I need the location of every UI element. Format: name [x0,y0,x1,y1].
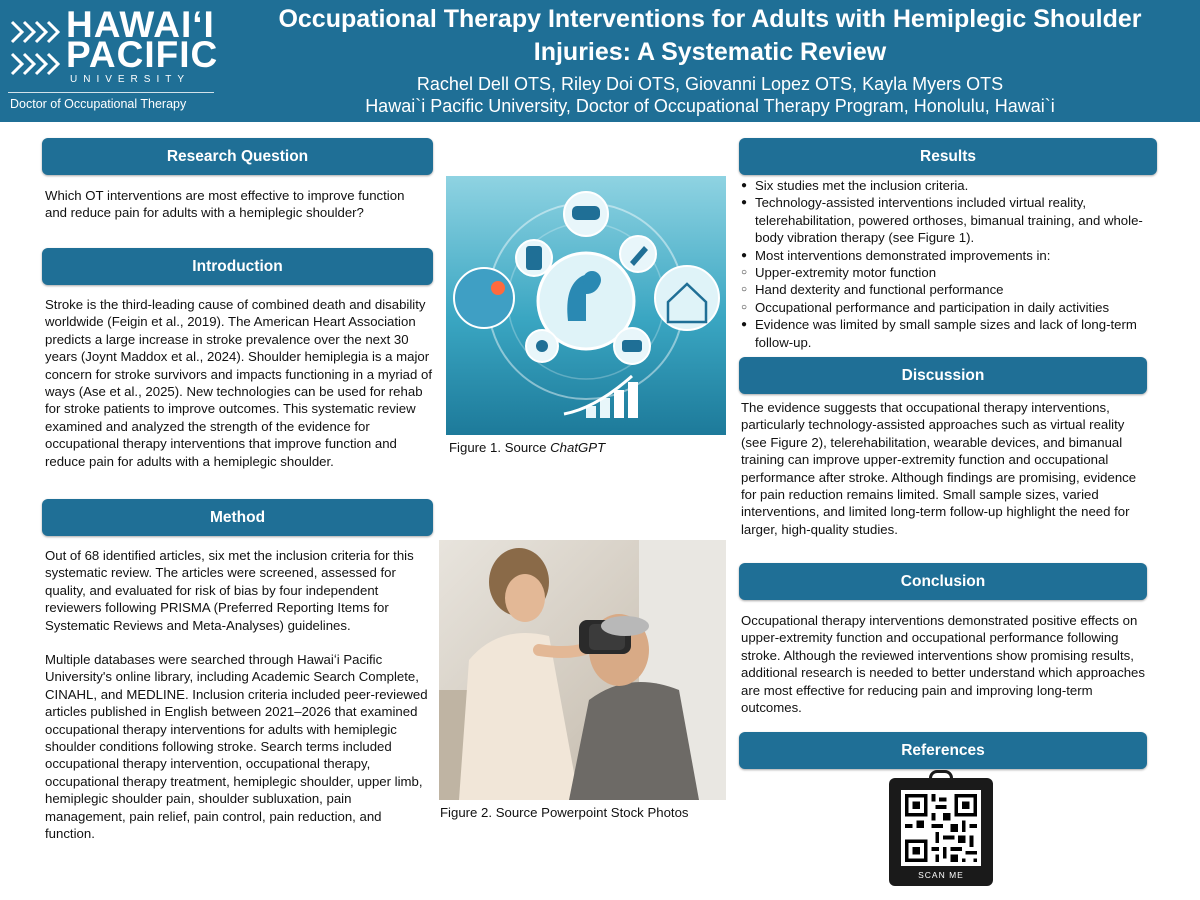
results-sub1: ○ Upper-extremity motor function [741,264,1161,281]
logo-university: UNIVERSITY [70,74,191,85]
affiliation: Hawai`i Pacific University, Doctor of Occupational Therapy Program, Honolulu, Hawai`i [365,96,1055,116]
conclusion-text: Occupational therapy interventions demonstrated positive effects on upper-extremity function and occupational performance following stroke. Although the reviewed interventions show promising results, additional research is needed to better understand which approaches are most effective for reducing pain and improving long-term outcomes. [741,613,1145,716]
figure2-vr-photo-illustration [439,540,726,800]
figure1-caption-prefix: Figure 1. Source [449,440,551,455]
results-sub2: ○ Hand dexterity and functional performance [741,281,1161,298]
results-bullet2: ● Technology-assisted interventions included virtual reality, telerehabilitation, powered orthoses, bimanual training, and whole-body vibration therapy (see Figure 1). [741,194,1161,246]
figure2-photo [439,540,726,800]
discussion-heading: Discussion [739,357,1147,394]
qr-code-icon [901,790,981,866]
logo-line2: PACIFIC [66,34,219,75]
logo-program: Doctor of Occupational Therapy [10,97,187,111]
figure1-illustration [446,176,726,435]
poster-header [0,0,1200,122]
authors: Rachel Dell OTS, Riley Doi OTS, Giovanni Lopez OTS, Kayla Myers OTS [416,74,1004,94]
introduction-heading: Introduction [42,248,433,285]
results-heading: Results [739,138,1157,175]
qr-code[interactable] [901,790,981,866]
results-bullet1: ● Six studies met the inclusion criteria. [741,177,1161,194]
logo-divider [8,92,214,93]
discussion-text: The evidence suggests that occupational therapy interventions, particularly technology-assisted approaches such as virtual reality (see Figure 2), telerehabilitation, wearable devices, and bimanual training can improve upper-extremity function and occupational performance after stroke. Although findings are promising, evidence for pain reduction remains limited. Small sample sizes, varied interventions, and limited long-term follow-up highlight the need for larger, high-quality studies. [741,400,1137,537]
research-question-heading: Research Question [42,138,433,175]
results-bullet3-text: Most interventions demonstrated improvements in: [755,247,1051,263]
logo-wordmark [66,4,219,75]
title-line2: Injuries: A Systematic Review [533,38,887,66]
method-heading: Method [42,499,433,536]
references-heading: References [739,732,1147,769]
method-paragraph1: Out of 68 identified articles, six met the inclusion criteria for this systematic review. The articles were screened, assessed for quality, and evaluated for risk of bias by four independent reviewers following PRISMA (Preferred Reporting Items for Systematic Reviews and Meta-Analyses) guidelines. [45,548,414,633]
figure1-caption-source: ChatGPT [550,440,606,455]
logo-line1: HAWAIʻI [66,4,215,45]
introduction-text: Stroke is the third-leading cause of combined death and disability worldwide (Feigin et al., 2019). The American Heart Association predicts a large increase in stroke prevalence over the next 30 years (Joynt Maddox et al., 2024). Shoulder hemiplegia is a major concern for stroke survivors and impacts functioning in a myriad of ways (Ase et al., 2025). New technologies can be used for rehab for stroke patients to improve outcomes. This systematic review examined and analyzed the strength of the evidence for occupational therapy interventions that improve function and reduce pain for adults with a hemiplegic shoulder. [45,297,433,469]
title-line1: Occupational Therapy Interventions for Adults with Hemiplegic Shoulder [278,5,1142,33]
figure1-image [446,176,726,435]
research-question-text: Which OT interventions are most effective to improve function and reduce pain for adults with a hemiplegic shoulder? [45,188,405,221]
method-text [45,547,430,843]
references-qr-card[interactable] [889,770,993,886]
poster-title [222,3,1198,69]
results-sub3: ○ Occupational performance and participation in daily activities [741,299,1161,316]
figure2-caption: Figure 2. Source Powerpoint Stock Photos [440,805,689,820]
qr-scan-label: SCAN ME [918,870,964,880]
conclusion-heading: Conclusion [739,563,1147,600]
results-list [741,177,1161,351]
method-paragraph2: Multiple databases were searched through Hawaiʻi Pacific University's online library, including Academic Search Complete, CINAHL, and MEDLINE. Inclusion criteria included peer-reviewed articles published in English between 2021–2026 that examined occupational therapy interventions for adults with hemiplegic shoulder conditions following stroke. Search terms included occupational therapy intervention, occupational therapy, occupational therapy treatment, hemiplegic shoulder, upper limb, hemiplegic shoulder pain, shoulder subluxation, pain management, pain relief, pain control, pain reduction, and function. [45,652,428,842]
results-bullet4: ● Evidence was limited by small sample sizes and lack of long-term follow-up. [741,316,1161,351]
university-logo [8,4,219,116]
results-bullet3 [741,247,1161,317]
logo-pattern-icon [8,16,60,86]
qr-card-body [889,778,993,886]
figure1-caption [449,440,605,455]
